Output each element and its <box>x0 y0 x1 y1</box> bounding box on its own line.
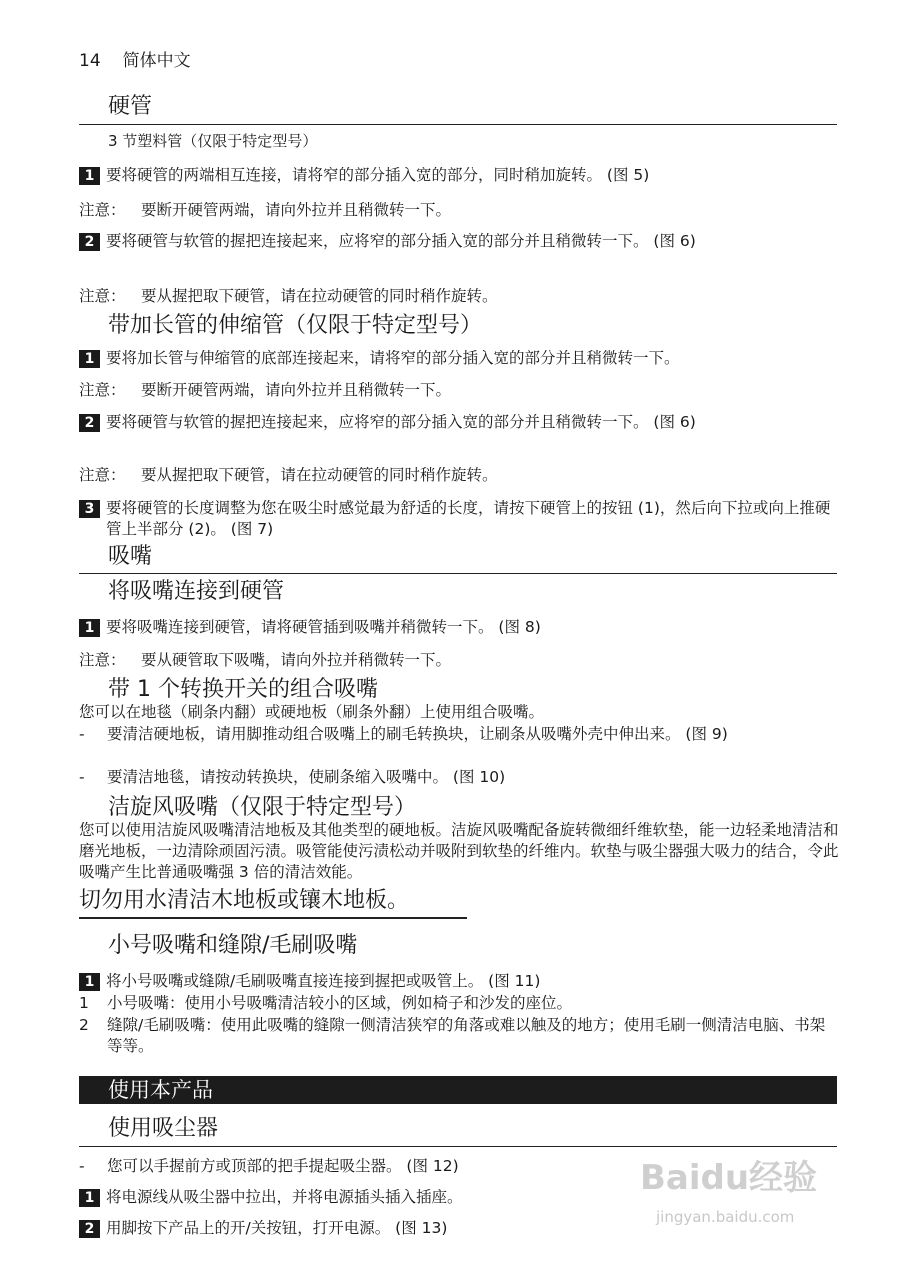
warning-rule <box>79 917 467 919</box>
step-text: 要将硬管与软管的握把连接起来，应将窄的部分插入宽的部分并且稍微转一下。 (图 6) <box>106 232 696 250</box>
section-title-nozzle: 吸嘴 <box>108 544 153 569</box>
step-badge: 1 <box>79 1189 100 1207</box>
list-item <box>79 767 839 788</box>
list-text: 要清洁地毯，请按动转换块，使刷条缩入吸嘴中。 (图 10) <box>107 768 506 786</box>
step-badge: 1 <box>79 167 100 185</box>
language-label: 简体中文 <box>122 51 191 71</box>
watermark-url: jingyan.baidu.com <box>656 1208 795 1226</box>
step-item <box>79 412 839 433</box>
baidu-watermark <box>640 1150 840 1230</box>
step-badge: 3 <box>79 500 100 518</box>
list-dash: - <box>79 1157 85 1175</box>
list-text: 您可以手握前方或顶部的把手提起吸尘器。 (图 12) <box>107 1157 459 1175</box>
step-text: 要将硬管的两端相互连接，请将窄的部分插入宽的部分，同时稍加旋转。 (图 5) <box>106 166 650 184</box>
subsection-title: 带 1 个转换开关的组合吸嘴 <box>108 677 378 702</box>
step-text: 将小号吸嘴或缝隙/毛刷吸嘴直接连接到握把或吸管上。 (图 11) <box>106 972 541 990</box>
step-text: 用脚按下产品上的开/关按钮，打开电源。 (图 13) <box>106 1219 448 1237</box>
numbered-item <box>79 993 839 1014</box>
item-number: 2 <box>79 1016 89 1034</box>
watermark-logo: Baidu经验 <box>640 1158 818 1198</box>
step-item <box>79 498 839 540</box>
list-dash: - <box>79 725 85 743</box>
note-item <box>79 286 839 307</box>
step-text: 要将硬管的长度调整为您在吸尘时感觉最为舒适的长度，请按下硬管上的按钮 (1)，然后向下拉或向上推硬管上半部分 (2)。 (图 7) <box>106 499 831 538</box>
section-title-hard-tube: 硬管 <box>108 94 153 119</box>
paragraph: 您可以使用洁旋风吸嘴清洁地板及其他类型的硬地板。洁旋风吸嘴配备旋转微细纤维软垫，能一边轻柔地清洁和磨光地板，一边清除顽固污渍。吸管能使污渍松动并吸附到软垫的纤维内。软垫与吸尘器强大吸力的结合，令此吸嘴产生比普通吸嘴强 3 倍的清洁效能。 <box>79 821 839 881</box>
step-item <box>79 231 839 252</box>
item-text: 小号吸嘴：使用小号吸嘴清洁较小的区域，例如椅子和沙发的座位。 <box>107 994 573 1012</box>
note-text: 要断开硬管两端，请向外拉并且稍微转一下。 <box>141 201 452 219</box>
step-item <box>79 165 839 186</box>
note-label: 注意： <box>79 287 126 305</box>
item-text: 缝隙/毛刷吸嘴：使用此吸嘴的缝隙一侧清洁狭窄的角落或难以触及的地方；使用毛刷一侧清洁电脑、书架等等。 <box>107 1016 826 1055</box>
item-number: 1 <box>79 994 89 1012</box>
section-subtitle: 3 节塑料管（仅限于特定型号） <box>108 132 318 150</box>
note-label: 注意： <box>79 466 126 484</box>
list-item <box>79 724 839 745</box>
note-text: 要从握把取下硬管，请在拉动硬管的同时稍作旋转。 <box>141 287 498 305</box>
step-badge: 1 <box>79 619 100 637</box>
step-badge: 2 <box>79 233 100 251</box>
chapter-bar <box>79 1076 837 1104</box>
subsection-title: 小号吸嘴和缝隙/毛刷吸嘴 <box>108 933 358 958</box>
list-dash: - <box>79 768 85 786</box>
note-text: 要断开硬管两端，请向外拉并且稍微转一下。 <box>141 381 452 399</box>
section-title-use: 使用吸尘器 <box>108 1116 219 1141</box>
warning-text: 切勿用水清洁木地板或镶木地板。 <box>79 888 410 913</box>
list-text: 要清洁硬地板，请用脚推动组合吸嘴上的刷毛转换块，让刷条从吸嘴外壳中伸出来。 (图 9) <box>107 725 728 743</box>
step-item <box>79 348 839 369</box>
step-badge: 1 <box>79 350 100 368</box>
step-badge: 2 <box>79 1220 100 1238</box>
step-item <box>79 971 839 992</box>
note-item <box>79 200 839 221</box>
subsection-title: 将吸嘴连接到硬管 <box>108 579 285 604</box>
section-rule <box>79 124 837 125</box>
section-rule <box>79 1146 837 1147</box>
note-text: 要从握把取下硬管，请在拉动硬管的同时稍作旋转。 <box>141 466 498 484</box>
note-label: 注意： <box>79 201 126 219</box>
note-item <box>79 380 839 401</box>
note-item <box>79 465 839 486</box>
note-item <box>79 650 839 671</box>
page-header <box>79 46 191 71</box>
note-text: 要从硬管取下吸嘴，请向外拉并稍微转一下。 <box>141 651 452 669</box>
step-item <box>79 617 839 638</box>
note-label: 注意： <box>79 381 126 399</box>
step-text: 要将吸嘴连接到硬管，请将硬管插到吸嘴并稍微转一下。 (图 8) <box>106 618 541 636</box>
step-text: 要将硬管与软管的握把连接起来，应将窄的部分插入宽的部分并且稍微转一下。 (图 6) <box>106 413 696 431</box>
paragraph: 您可以在地毯（刷条内翻）或硬地板（刷条外翻）上使用组合吸嘴。 <box>79 703 545 721</box>
page-number: 14 <box>79 51 101 71</box>
step-badge: 1 <box>79 973 100 991</box>
section-rule <box>79 573 837 574</box>
step-badge: 2 <box>79 414 100 432</box>
subsection-title: 洁旋风吸嘴（仅限于特定型号） <box>108 795 417 820</box>
step-text: 要将加长管与伸缩管的底部连接起来，请将窄的部分插入宽的部分并且稍微转一下。 <box>106 349 680 367</box>
numbered-item <box>79 1015 839 1057</box>
note-label: 注意： <box>79 651 126 669</box>
step-text: 将电源线从吸尘器中拉出，并将电源插头插入插座。 <box>106 1188 463 1206</box>
section-title-telescopic: 带加长管的伸缩管（仅限于特定型号） <box>108 313 483 338</box>
chapter-title: 使用本产品 <box>108 1078 213 1102</box>
